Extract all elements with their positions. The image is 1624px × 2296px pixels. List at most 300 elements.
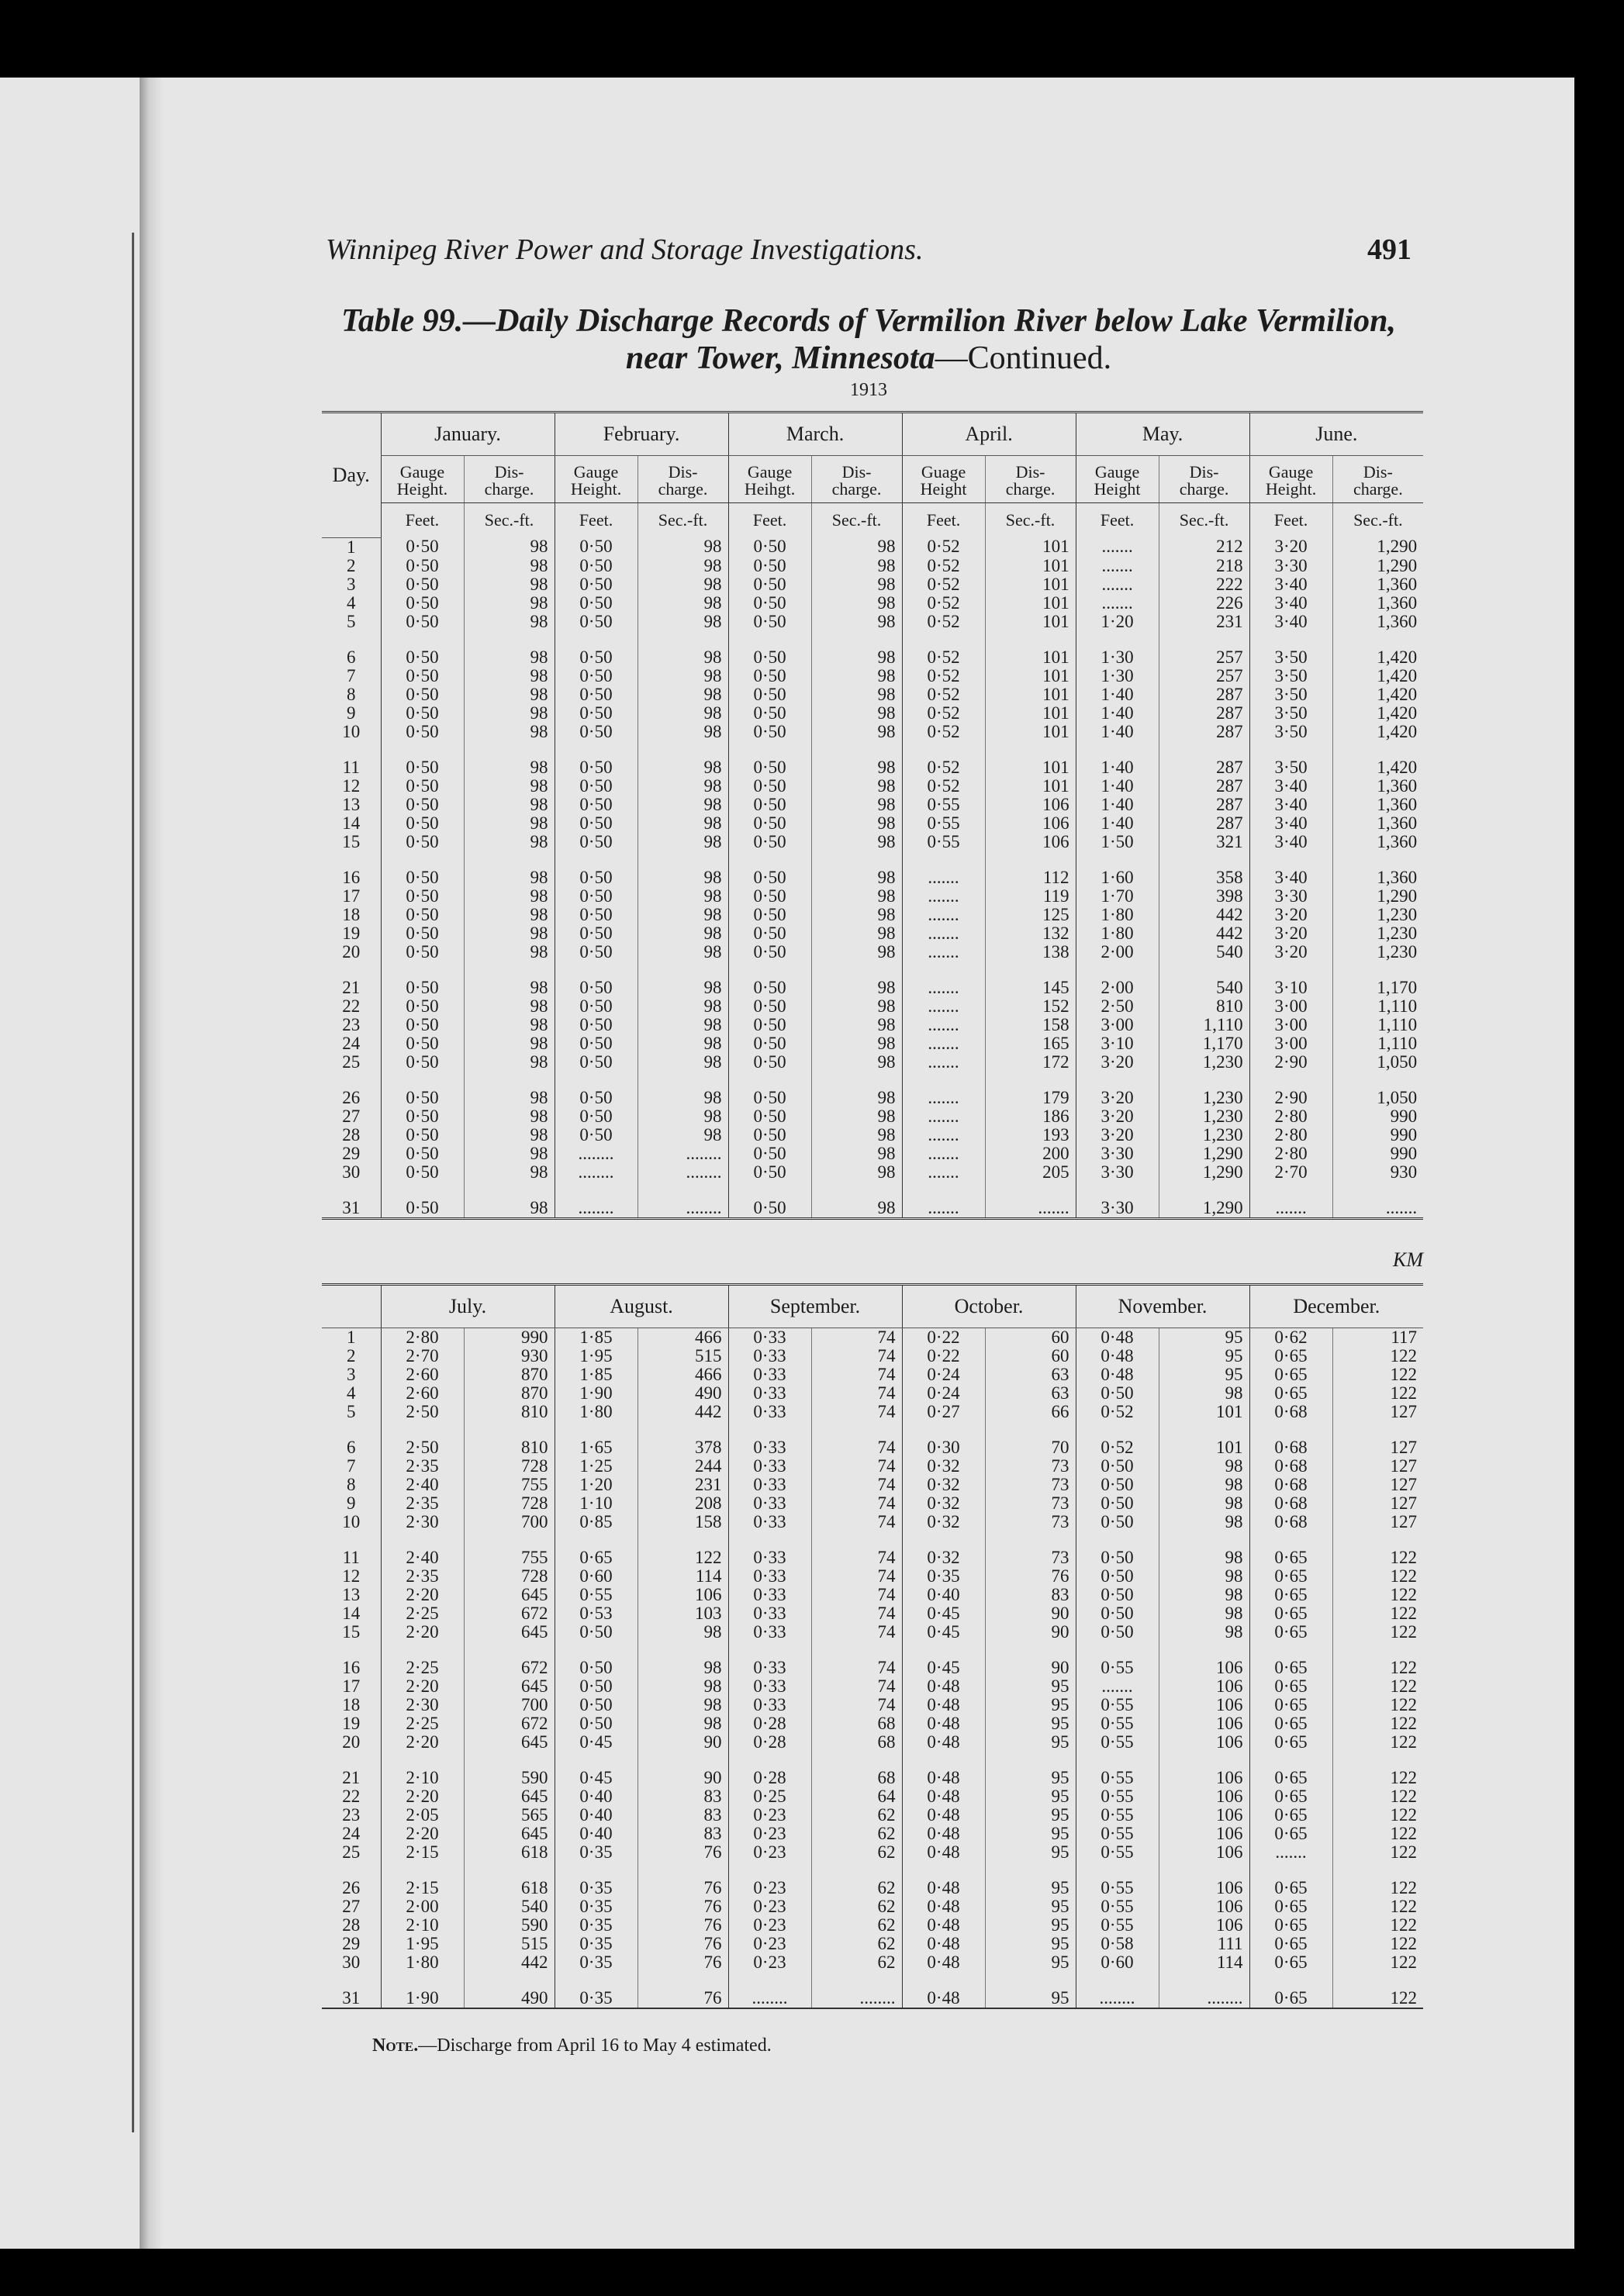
gauge-height-header: Guage Height bbox=[902, 456, 985, 503]
gauge-height-cell: 3·10 bbox=[1249, 979, 1332, 997]
gauge-height-cell: ....... bbox=[902, 1053, 985, 1072]
gauge-height-cell: 0·48 bbox=[902, 1825, 985, 1843]
gauge-height-cell: 2·10 bbox=[381, 1769, 464, 1787]
discharge-cell: 672 bbox=[464, 1714, 555, 1733]
gauge-height-cell: 0·50 bbox=[381, 924, 464, 943]
gauge-height-cell: 0·50 bbox=[728, 613, 811, 631]
day-cell: 29 bbox=[342, 1934, 361, 1953]
gauge-height-cell: 0·35 bbox=[555, 1989, 638, 2008]
gauge-height-cell: 0·50 bbox=[1076, 1457, 1159, 1476]
gauge-height-cell: 1·40 bbox=[1076, 777, 1159, 796]
discharge-cell: 810 bbox=[464, 1403, 555, 1421]
day-cell: 16 bbox=[342, 1658, 361, 1677]
discharge-cell: 98 bbox=[464, 723, 555, 741]
discharge-cell: 145 bbox=[985, 979, 1076, 997]
gauge-height-cell: 0·50 bbox=[728, 1053, 811, 1072]
discharge-cell: 98 bbox=[638, 943, 728, 962]
gauge-height-cell: 0·50 bbox=[728, 777, 811, 796]
discharge-cell: 62 bbox=[811, 1897, 902, 1916]
table-row bbox=[322, 1384, 1423, 1403]
gauge-height-cell: 0·23 bbox=[728, 1806, 811, 1825]
discharge-cell: 132 bbox=[985, 924, 1076, 943]
gauge-height-cell: 0·23 bbox=[728, 1953, 811, 1972]
discharge-cell: ........ bbox=[638, 1199, 728, 1219]
running-head bbox=[326, 233, 1411, 267]
discharge-cell: 1,110 bbox=[1332, 1034, 1423, 1053]
discharge-cell: 74 bbox=[811, 1659, 902, 1677]
discharge-cell: 98 bbox=[638, 924, 728, 943]
gauge-height-cell: 0·50 bbox=[381, 906, 464, 924]
discharge-cell: 398 bbox=[1159, 887, 1249, 906]
discharge-cell: 98 bbox=[464, 997, 555, 1016]
day-cell: 23 bbox=[342, 1805, 361, 1825]
gauge-height-cell: 0·35 bbox=[555, 1897, 638, 1916]
gauge-height-cell: ........ bbox=[555, 1163, 638, 1182]
day-cell: 2 bbox=[347, 555, 356, 575]
day-cell: 12 bbox=[342, 775, 361, 796]
gauge-height-cell: 0·48 bbox=[902, 1953, 985, 1972]
table-row bbox=[322, 943, 1423, 962]
discharge-cell: 98 bbox=[811, 924, 902, 943]
gauge-height-cell: 1·40 bbox=[1076, 758, 1159, 777]
table-row bbox=[322, 1366, 1423, 1384]
discharge-cell: 106 bbox=[1159, 1677, 1249, 1696]
gauge-height-cell: 3·50 bbox=[1249, 648, 1332, 667]
gauge-height-cell: 0·50 bbox=[381, 667, 464, 685]
gauge-height-cell: 0·50 bbox=[381, 1053, 464, 1072]
gauge-height-cell: 0·50 bbox=[381, 537, 464, 557]
gauge-height-cell: 0·52 bbox=[902, 758, 985, 777]
gauge-height-cell: 0·50 bbox=[381, 979, 464, 997]
discharge-cell: 101 bbox=[1159, 1403, 1249, 1421]
gauge-height-cell: 3·30 bbox=[1076, 1145, 1159, 1163]
gauge-height-cell: 0·50 bbox=[381, 575, 464, 594]
discharge-cell: 98 bbox=[811, 704, 902, 723]
gauge-height-cell: 0·50 bbox=[381, 868, 464, 887]
discharge-cell: 1,290 bbox=[1159, 1163, 1249, 1182]
gauge-height-cell: 0·33 bbox=[728, 1438, 811, 1457]
gauge-height-cell: 0·50 bbox=[381, 1107, 464, 1126]
discharge-cell: 106 bbox=[1159, 1806, 1249, 1825]
discharge-cell: 98 bbox=[464, 1034, 555, 1053]
gauge-height-cell: 0·30 bbox=[902, 1438, 985, 1457]
gauge-height-cell: 1·20 bbox=[1076, 613, 1159, 631]
discharge-cell: 76 bbox=[985, 1567, 1076, 1586]
gauge-height-cell: 0·33 bbox=[728, 1677, 811, 1696]
discharge-cell: 95 bbox=[985, 1806, 1076, 1825]
table-row bbox=[322, 906, 1423, 924]
discharge-cell: 98 bbox=[464, 1126, 555, 1145]
gauge-height-cell: 0·23 bbox=[728, 1916, 811, 1935]
footnote bbox=[372, 2035, 772, 2056]
gauge-height-cell: 0·50 bbox=[728, 979, 811, 997]
gauge-height-cell: 0·50 bbox=[555, 979, 638, 997]
discharge-cell: 1,110 bbox=[1332, 997, 1423, 1016]
gauge-height-cell: 0·50 bbox=[555, 723, 638, 741]
gauge-height-cell: 0·48 bbox=[902, 1897, 985, 1916]
gauge-height-cell: 2·80 bbox=[381, 1328, 464, 1348]
gauge-height-cell: 0·50 bbox=[728, 943, 811, 962]
discharge-cell: 98 bbox=[464, 594, 555, 613]
discharge-header: Dis-charge. bbox=[1159, 456, 1249, 503]
gauge-height-cell: 0·45 bbox=[555, 1733, 638, 1752]
gauge-height-cell: 0·68 bbox=[1249, 1403, 1332, 1421]
gauge-height-cell: 0·50 bbox=[555, 1623, 638, 1642]
discharge-cell: 378 bbox=[638, 1438, 728, 1457]
discharge-cell: 122 bbox=[1332, 1677, 1423, 1696]
gauge-height-cell: 0·52 bbox=[902, 557, 985, 575]
discharge-cell: ........ bbox=[638, 1163, 728, 1182]
discharge-cell: 208 bbox=[638, 1494, 728, 1513]
discharge-cell: 728 bbox=[464, 1494, 555, 1513]
gauge-height-header: Gauge Height. bbox=[1249, 456, 1332, 503]
discharge-cell: 98 bbox=[811, 1107, 902, 1126]
gauge-height-cell: ....... bbox=[1076, 594, 1159, 613]
discharge-cell: 98 bbox=[638, 758, 728, 777]
discharge-cell: 122 bbox=[1332, 1733, 1423, 1752]
day-cell: 1 bbox=[347, 1328, 356, 1347]
gauge-height-cell: 0·23 bbox=[728, 1935, 811, 1953]
gauge-height-cell: ........ bbox=[728, 1989, 811, 2008]
discharge-cell: 122 bbox=[1332, 1769, 1423, 1787]
discharge-cell: 98 bbox=[464, 613, 555, 631]
discharge-cell: 122 bbox=[1332, 1806, 1423, 1825]
gauge-height-cell: 0·23 bbox=[728, 1897, 811, 1916]
discharge-cell: 158 bbox=[638, 1513, 728, 1531]
gauge-height-cell: 0·50 bbox=[555, 997, 638, 1016]
gauge-height-cell: 0·35 bbox=[555, 1935, 638, 1953]
gauge-height-cell: 0·33 bbox=[728, 1403, 811, 1421]
table-row bbox=[322, 868, 1423, 887]
gauge-height-cell: 0·65 bbox=[1249, 1787, 1332, 1806]
gauge-height-cell: 0·40 bbox=[555, 1787, 638, 1806]
gauge-height-cell: 0·33 bbox=[728, 1328, 811, 1348]
gauge-height-cell: 0·65 bbox=[1249, 1989, 1332, 2008]
gauge-height-cell: ....... bbox=[1076, 575, 1159, 594]
discharge-cell: 98 bbox=[464, 1089, 555, 1107]
table-year: 1913 bbox=[850, 380, 887, 400]
discharge-cell: 122 bbox=[1332, 1825, 1423, 1843]
gauge-height-cell: 1·90 bbox=[381, 1989, 464, 2008]
discharge-cell: 76 bbox=[638, 1843, 728, 1862]
discharge-cell: 231 bbox=[1159, 613, 1249, 631]
discharge-cell: 98 bbox=[1159, 1476, 1249, 1494]
discharge-cell: 62 bbox=[811, 1953, 902, 1972]
table-row bbox=[322, 1843, 1423, 1862]
table-title bbox=[326, 302, 1411, 377]
discharge-cell: 95 bbox=[985, 1953, 1076, 1972]
day-cell: 12 bbox=[342, 1566, 361, 1586]
discharge-cell: 98 bbox=[464, 667, 555, 685]
discharge-cell: 76 bbox=[638, 1953, 728, 1972]
gauge-height-cell: 0·50 bbox=[728, 667, 811, 685]
gauge-height-cell: 0·50 bbox=[728, 814, 811, 833]
gauge-height-cell: 1·80 bbox=[1076, 924, 1159, 943]
gauge-height-cell: 0·35 bbox=[555, 1953, 638, 1972]
discharge-cell: 98 bbox=[811, 906, 902, 924]
gauge-height-cell: 0·52 bbox=[902, 723, 985, 741]
gauge-height-cell: 1·70 bbox=[1076, 887, 1159, 906]
table-row bbox=[322, 1494, 1423, 1513]
discharge-cell: 98 bbox=[464, 777, 555, 796]
gauge-height-cell: 0·33 bbox=[728, 1494, 811, 1513]
gauge-height-cell: 0·50 bbox=[728, 1145, 811, 1163]
table-row bbox=[322, 1549, 1423, 1567]
discharge-cell: 122 bbox=[1332, 1567, 1423, 1586]
day-cell: 21 bbox=[342, 1768, 361, 1787]
discharge-cell: 127 bbox=[1332, 1438, 1423, 1457]
day-cell: 11 bbox=[342, 1548, 360, 1567]
gauge-height-cell: 2·80 bbox=[1249, 1145, 1332, 1163]
discharge-cell: 98 bbox=[464, 1145, 555, 1163]
discharge-cell: 106 bbox=[1159, 1825, 1249, 1843]
discharge-cell: 62 bbox=[811, 1843, 902, 1862]
discharge-cell: 728 bbox=[464, 1567, 555, 1586]
discharge-cell: 1,290 bbox=[1159, 1145, 1249, 1163]
gauge-height-cell: ....... bbox=[902, 1163, 985, 1182]
gauge-height-cell: 0·50 bbox=[555, 777, 638, 796]
discharge-cell: 179 bbox=[985, 1089, 1076, 1107]
discharge-cell: 218 bbox=[1159, 557, 1249, 575]
day-cell: 30 bbox=[342, 1162, 361, 1182]
day-cell: 13 bbox=[342, 794, 361, 814]
day-cell: 26 bbox=[342, 1087, 361, 1107]
gauge-height-cell: 0·50 bbox=[1076, 1623, 1159, 1642]
discharge-cell: 106 bbox=[1159, 1714, 1249, 1733]
day-cell: 10 bbox=[342, 721, 361, 741]
gauge-height-cell: 0·23 bbox=[728, 1879, 811, 1897]
gauge-height-cell: 0·50 bbox=[555, 906, 638, 924]
discharge-cell: 193 bbox=[985, 1126, 1076, 1145]
gauge-height-cell: 0·65 bbox=[1249, 1769, 1332, 1787]
table-row bbox=[322, 1457, 1423, 1476]
gauge-height-cell: 0·68 bbox=[1249, 1457, 1332, 1476]
discharge-cell: 152 bbox=[985, 997, 1076, 1016]
table-row bbox=[322, 723, 1423, 741]
table-row bbox=[322, 685, 1423, 704]
gauge-height-cell: 0·48 bbox=[1076, 1366, 1159, 1384]
discharge-header: Dis-charge. bbox=[638, 456, 728, 503]
gauge-height-cell: 0·33 bbox=[728, 1623, 811, 1642]
gauge-height-cell: 0·50 bbox=[555, 594, 638, 613]
discharge-cell: 95 bbox=[1159, 1366, 1249, 1384]
discharge-cell: 700 bbox=[464, 1696, 555, 1714]
discharge-cell: ....... bbox=[985, 1199, 1076, 1219]
gauge-height-cell: 0·50 bbox=[728, 1126, 811, 1145]
discharge-cell: 515 bbox=[464, 1935, 555, 1953]
table-row bbox=[322, 667, 1423, 685]
discharge-cell: 70 bbox=[985, 1438, 1076, 1457]
discharge-cell: 95 bbox=[985, 1916, 1076, 1935]
gauge-height-cell: 0·50 bbox=[728, 1034, 811, 1053]
table-row bbox=[322, 557, 1423, 575]
unit-header: Sec.-ft. bbox=[985, 503, 1076, 538]
gauge-height-cell: 0·50 bbox=[555, 667, 638, 685]
discharge-cell: 101 bbox=[985, 777, 1076, 796]
gauge-height-cell: 0·52 bbox=[902, 594, 985, 613]
gauge-height-header: Gauge Heihgt. bbox=[728, 456, 811, 503]
gauge-height-cell: 0·32 bbox=[902, 1513, 985, 1531]
day-cell: 13 bbox=[342, 1585, 361, 1604]
gauge-height-cell: 0·60 bbox=[555, 1567, 638, 1586]
table-row bbox=[322, 1989, 1423, 2008]
gauge-height-cell: 0·68 bbox=[1249, 1476, 1332, 1494]
gauge-height-cell: 0·25 bbox=[728, 1787, 811, 1806]
table-row bbox=[322, 613, 1423, 631]
group-spacer bbox=[322, 1752, 1423, 1769]
discharge-cell: 106 bbox=[985, 814, 1076, 833]
gauge-height-cell: 1·25 bbox=[555, 1457, 638, 1476]
gauge-height-cell: 0·65 bbox=[1249, 1879, 1332, 1897]
discharge-cell: 98 bbox=[638, 594, 728, 613]
discharge-cell: 60 bbox=[985, 1328, 1076, 1348]
month-header: February. bbox=[555, 413, 728, 456]
gauge-height-cell: 0·55 bbox=[1076, 1696, 1159, 1714]
discharge-cell: 98 bbox=[811, 685, 902, 704]
table-row bbox=[322, 1089, 1423, 1107]
discharge-cell: 98 bbox=[638, 1714, 728, 1733]
table-row bbox=[322, 1199, 1423, 1219]
discharge-cell: 98 bbox=[811, 943, 902, 962]
margin-rule bbox=[132, 233, 134, 2132]
table-row bbox=[322, 1586, 1423, 1604]
discharge-cell: 106 bbox=[985, 796, 1076, 814]
discharge-cell: 101 bbox=[985, 704, 1076, 723]
discharge-cell: 565 bbox=[464, 1806, 555, 1825]
day-cell: 20 bbox=[342, 1732, 361, 1752]
unit-header: Sec.-ft. bbox=[638, 503, 728, 538]
unit-header: Sec.-ft. bbox=[1159, 503, 1249, 538]
discharge-cell: 98 bbox=[464, 868, 555, 887]
discharge-cell: 60 bbox=[985, 1347, 1076, 1366]
gauge-height-cell: 1·30 bbox=[1076, 648, 1159, 667]
table-row bbox=[322, 777, 1423, 796]
discharge-cell: 101 bbox=[985, 613, 1076, 631]
gauge-height-cell: 0·50 bbox=[555, 1089, 638, 1107]
discharge-cell: 112 bbox=[985, 868, 1076, 887]
discharge-cell: 700 bbox=[464, 1513, 555, 1531]
discharge-cell: 98 bbox=[464, 575, 555, 594]
discharge-cell: 645 bbox=[464, 1623, 555, 1642]
discharge-cell: 95 bbox=[985, 1843, 1076, 1862]
discharge-cell: 930 bbox=[1332, 1163, 1423, 1182]
discharge-cell: 98 bbox=[638, 704, 728, 723]
discharge-cell: 74 bbox=[811, 1567, 902, 1586]
table-row bbox=[322, 1016, 1423, 1034]
gauge-height-cell: 0·50 bbox=[728, 997, 811, 1016]
table-row bbox=[322, 1053, 1423, 1072]
gauge-height-cell: 0·50 bbox=[381, 723, 464, 741]
gauge-height-cell: 0·33 bbox=[728, 1366, 811, 1384]
gauge-height-cell: 0·50 bbox=[728, 1016, 811, 1034]
discharge-cell: 95 bbox=[1159, 1347, 1249, 1366]
gauge-height-cell: 0·45 bbox=[902, 1659, 985, 1677]
gauge-height-cell: 0·50 bbox=[555, 648, 638, 667]
month-header: March. bbox=[728, 413, 902, 456]
discharge-cell: 122 bbox=[1332, 1384, 1423, 1403]
gauge-height-cell: 0·50 bbox=[555, 537, 638, 557]
discharge-cell: 73 bbox=[985, 1476, 1076, 1494]
gauge-height-cell: 0·32 bbox=[902, 1457, 985, 1476]
discharge-cell: 106 bbox=[1159, 1879, 1249, 1897]
note-label: Note. bbox=[372, 2035, 419, 2056]
discharge-cell: 645 bbox=[464, 1733, 555, 1752]
discharge-cell: 95 bbox=[985, 1935, 1076, 1953]
gauge-height-cell: 0·85 bbox=[555, 1513, 638, 1531]
table-row bbox=[322, 1825, 1423, 1843]
title-continued: —Continued. bbox=[935, 340, 1112, 376]
discharge-cell: 1,420 bbox=[1332, 723, 1423, 741]
discharge-cell: 122 bbox=[1332, 1347, 1423, 1366]
group-spacer bbox=[322, 1531, 1423, 1549]
gauge-height-cell: 2·35 bbox=[381, 1494, 464, 1513]
gauge-height-cell: 1·65 bbox=[555, 1438, 638, 1457]
gauge-height-cell: 0·32 bbox=[902, 1494, 985, 1513]
unit-header: Feet. bbox=[728, 503, 811, 538]
discharge-cell: 98 bbox=[638, 777, 728, 796]
discharge-cell: 244 bbox=[638, 1457, 728, 1476]
discharge-cell: 74 bbox=[811, 1328, 902, 1348]
unit-header: Feet. bbox=[902, 503, 985, 538]
gauge-height-cell: 2·30 bbox=[381, 1696, 464, 1714]
gauge-height-cell: 2·20 bbox=[381, 1586, 464, 1604]
discharge-cell: 83 bbox=[638, 1806, 728, 1825]
gauge-height-cell: 2·20 bbox=[381, 1677, 464, 1696]
discharge-cell: 106 bbox=[1159, 1696, 1249, 1714]
day-cell: 18 bbox=[342, 1695, 361, 1714]
discharge-cell: 1,360 bbox=[1332, 868, 1423, 887]
gauge-height-cell: 0·60 bbox=[1076, 1953, 1159, 1972]
table-row bbox=[322, 833, 1423, 851]
discharge-header: Dis-charge. bbox=[985, 456, 1076, 503]
discharge-cell: 442 bbox=[1159, 924, 1249, 943]
gauge-height-cell: 3·20 bbox=[1076, 1053, 1159, 1072]
gauge-height-cell: 0·48 bbox=[1076, 1328, 1159, 1348]
discharge-cell: 106 bbox=[985, 833, 1076, 851]
gauge-height-cell: 0·50 bbox=[728, 648, 811, 667]
gauge-height-cell: 0·55 bbox=[1076, 1879, 1159, 1897]
gauge-height-cell: 0·50 bbox=[381, 685, 464, 704]
gauge-height-header: Gauge Height bbox=[1076, 456, 1159, 503]
discharge-cell: 106 bbox=[638, 1586, 728, 1604]
day-cell: 28 bbox=[342, 1124, 361, 1145]
discharge-cell: 62 bbox=[811, 1825, 902, 1843]
discharge-cell: 98 bbox=[638, 1696, 728, 1714]
gauge-height-cell: 0·33 bbox=[728, 1513, 811, 1531]
discharge-cell: 590 bbox=[464, 1769, 555, 1787]
discharge-cell: 95 bbox=[985, 1825, 1076, 1843]
gauge-height-cell: 0·50 bbox=[381, 1199, 464, 1219]
table-row bbox=[322, 924, 1423, 943]
discharge-cell: 106 bbox=[1159, 1897, 1249, 1916]
gauge-height-cell: 0·50 bbox=[555, 924, 638, 943]
gauge-height-cell: 0·40 bbox=[555, 1806, 638, 1825]
discharge-cell: 95 bbox=[985, 1714, 1076, 1733]
discharge-cell: 165 bbox=[985, 1034, 1076, 1053]
discharge-cell: 672 bbox=[464, 1604, 555, 1623]
discharge-cell: 222 bbox=[1159, 575, 1249, 594]
day-cell: 19 bbox=[342, 1714, 361, 1733]
table-row bbox=[322, 1897, 1423, 1916]
gauge-height-cell: 0·50 bbox=[555, 613, 638, 631]
page-number: 491 bbox=[1367, 233, 1411, 266]
discharge-cell: 490 bbox=[464, 1989, 555, 2008]
gauge-height-cell: 0·53 bbox=[555, 1604, 638, 1623]
gauge-height-cell: 1·40 bbox=[1076, 796, 1159, 814]
gauge-height-cell: 3·40 bbox=[1249, 575, 1332, 594]
discharge-cell: 74 bbox=[811, 1457, 902, 1476]
gauge-height-cell: 1·30 bbox=[1076, 667, 1159, 685]
